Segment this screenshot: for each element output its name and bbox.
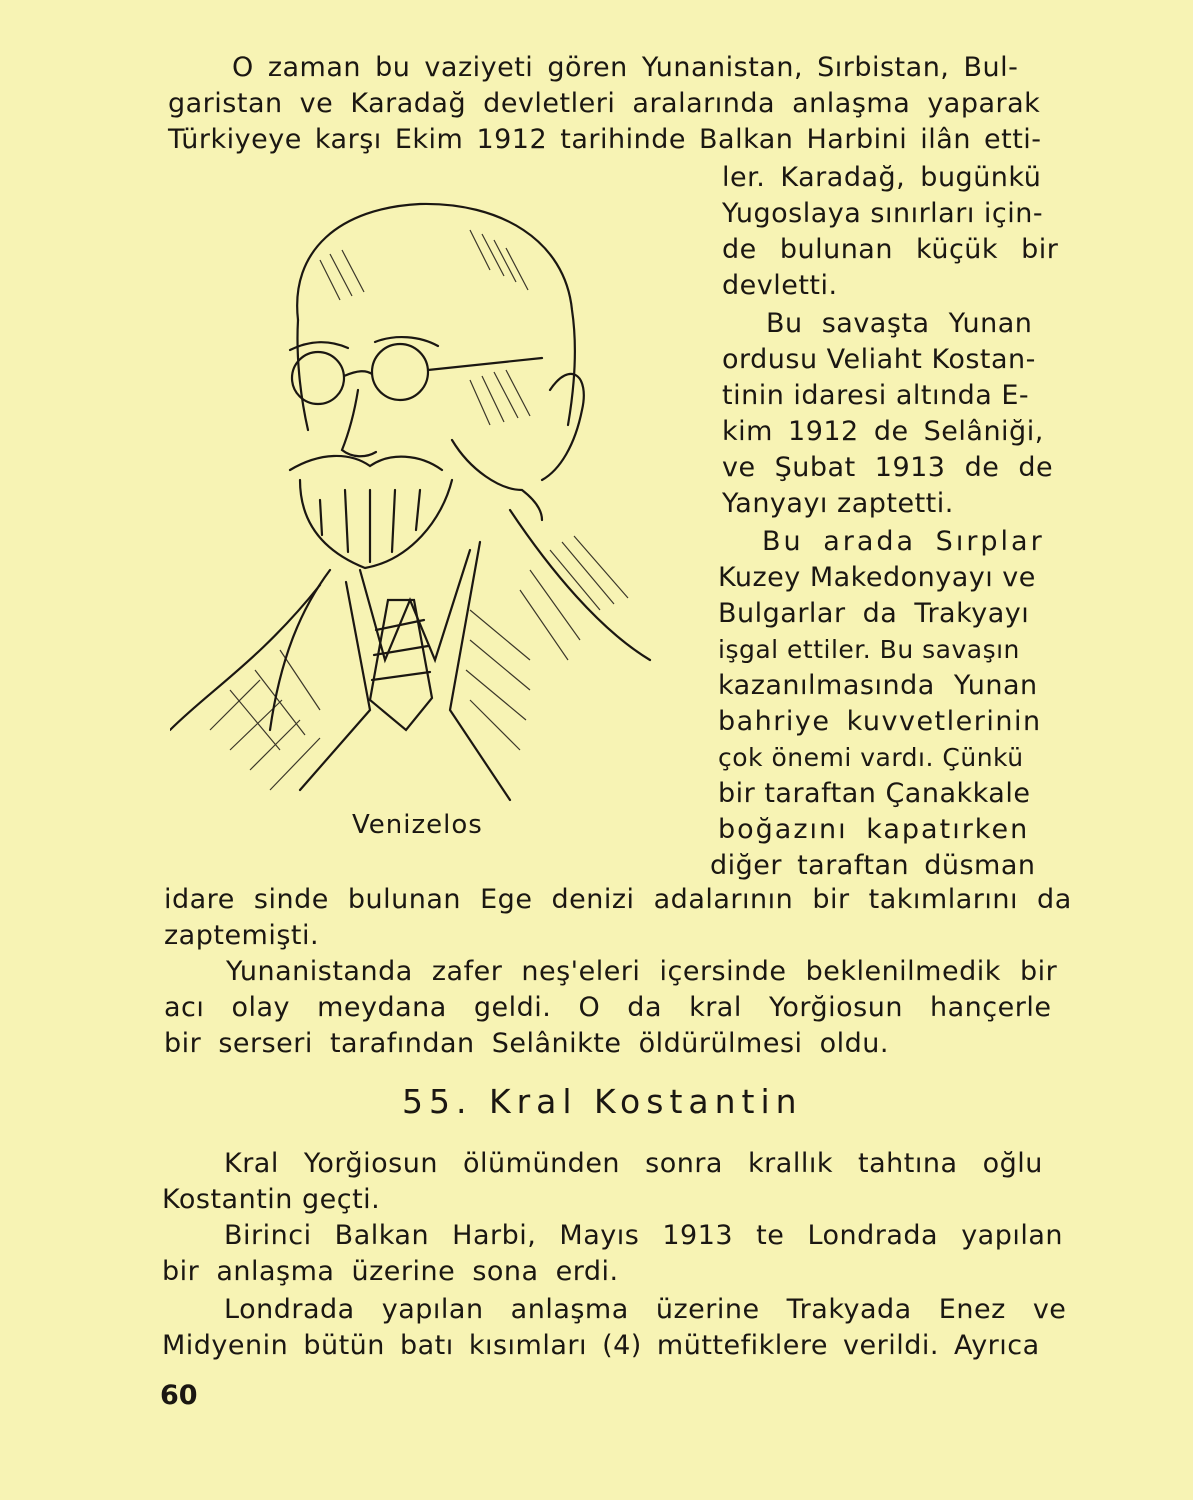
text-line: Yugoslaya sınırları için- xyxy=(722,198,1044,229)
text-line: Kuzey Makedonyayı ve xyxy=(718,562,1036,593)
text-line: acı olay meydana geldi. O da kral Yorğiosun hançerle xyxy=(164,992,1052,1023)
text-line: Bulgarlar da Trakyayı xyxy=(718,598,1030,629)
text-line: Bu savaşta Yunan xyxy=(766,308,1033,339)
text-line: ler. Karadağ, bugünkü xyxy=(722,162,1042,193)
text-line: Kral Yorğiosun ölümünden sonra krallık tahtına oğlu xyxy=(224,1148,1043,1179)
text-line: ve Şubat 1913 de de xyxy=(722,452,1054,483)
text-line: Yunanistanda zafer neş'eleri içersinde beklenilmedik bir xyxy=(226,956,1058,987)
text-line: işgal ettiler. Bu savaşın xyxy=(718,635,1020,664)
text-line: de bulunan küçük bir xyxy=(722,234,1059,265)
text-line: bir taraftan Çanakkale xyxy=(718,778,1031,809)
text-line: devletti. xyxy=(722,270,838,301)
text-line: çok önemi vardı. Çünkü xyxy=(718,743,1024,772)
text-line: Londrada yapılan anlaşma üzerine Trakyada Enez ve xyxy=(224,1294,1067,1325)
page-number: 60 xyxy=(160,1380,198,1411)
text-line: tinin idaresi altında E- xyxy=(722,380,1030,411)
text-line: boğazını kapatırken xyxy=(718,814,1030,845)
text-line: zaptemişti. xyxy=(164,920,320,951)
text-line: Midyenin bütün batı kısımları (4) müttefiklere verildi. Ayrıca xyxy=(162,1330,1040,1361)
text-line: bahriye kuvvetlerinin xyxy=(718,706,1042,737)
text-line: bir serseri tarafından Selânikte öldürülmesi oldu. xyxy=(164,1028,889,1059)
text-line: Yanyayı zaptetti. xyxy=(722,488,954,519)
text-line: Bu arada Sırplar xyxy=(762,526,1045,557)
text-line: O zaman bu vaziyeti gören Yunanistan, Sırbistan, Bul- xyxy=(232,52,1019,83)
text-line: kazanılmasında Yunan xyxy=(718,670,1038,701)
venizelos-portrait xyxy=(170,190,670,810)
section-heading: 55. Kral Kostantin xyxy=(402,1082,803,1121)
text-line: Birinci Balkan Harbi, Mayıs 1913 te Londrada yapılan xyxy=(224,1220,1064,1251)
text-line: diğer taraftan düsman xyxy=(710,850,1036,881)
text-line: bir anlaşma üzerine sona erdi. xyxy=(162,1256,619,1287)
text-line: Kostantin geçti. xyxy=(162,1184,381,1215)
portrait-caption: Venizelos xyxy=(352,810,483,840)
text-line: idare sinde bulunan Ege denizi adalarının bir takımlarını da xyxy=(164,884,1072,915)
text-line: kim 1912 de Selâniği, xyxy=(722,416,1044,447)
text-line: Türkiyeye karşı Ekim 1912 tarihinde Balkan Harbini ilân etti- xyxy=(168,124,1042,155)
text-line: ordusu Veliaht Kostan- xyxy=(722,344,1036,375)
text-line: garistan ve Karadağ devletleri aralarında anlaşma yaparak xyxy=(168,88,1041,119)
